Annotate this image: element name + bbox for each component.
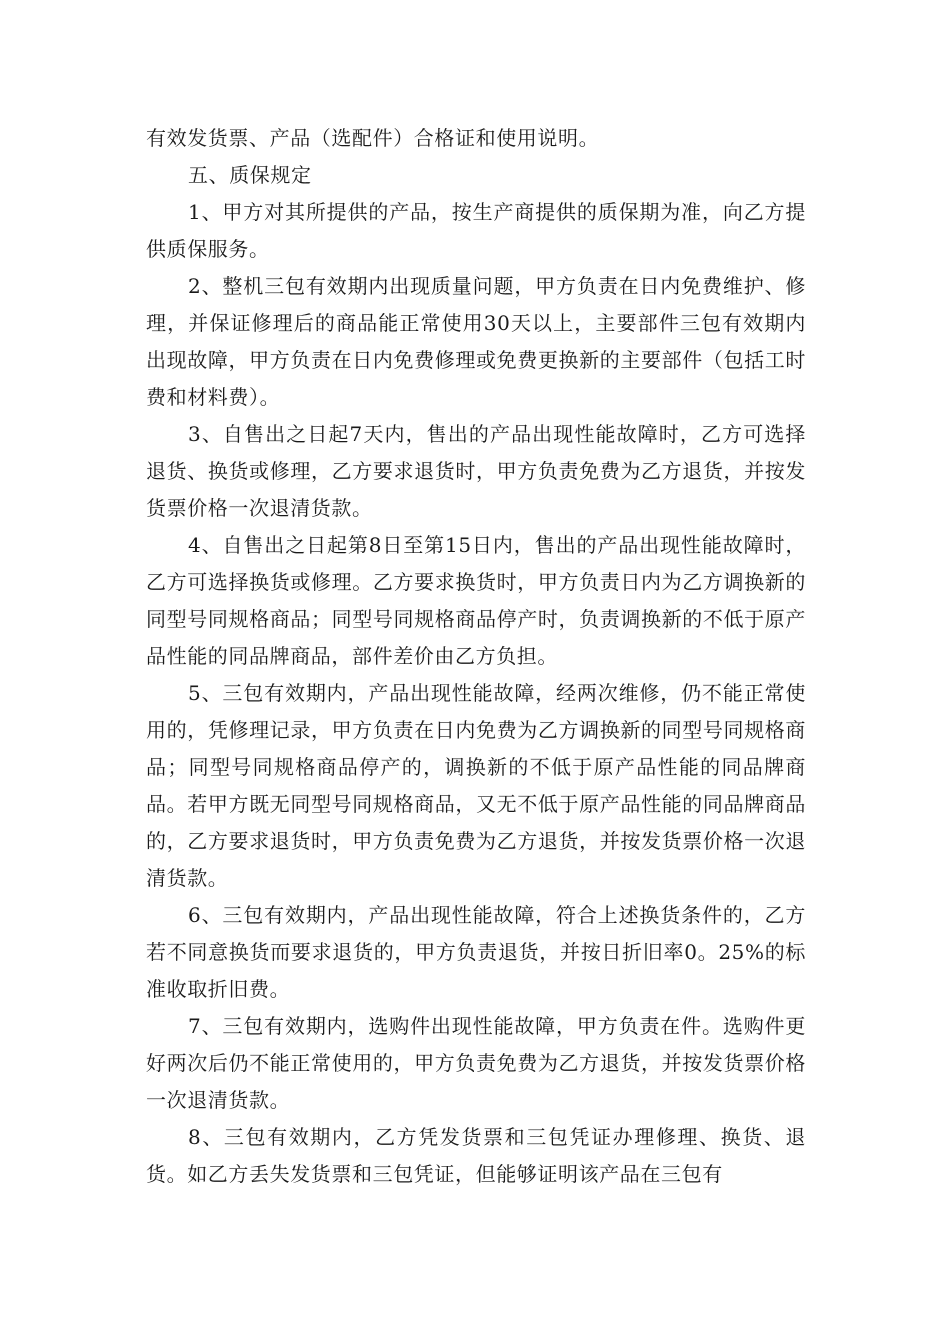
clause-3: 3、自售出之日起7天内，售出的产品出现性能故障时，乙方可选择退货、换货或修理，乙方要求退货时，甲方负责免费为乙方退货，并按发货票价格一次退清货款。: [146, 422, 806, 520]
document-body: [146, 120, 806, 1193]
clause-8: 8、三包有效期内，乙方凭发货票和三包凭证办理修理、换货、退货。如乙方丢失发货票和三包凭证，但能够证明该产品在三包有: [146, 1125, 806, 1186]
clause-4: 4、自售出之日起第8日至第15日内，售出的产品出现性能故障时，乙方可选择换货或修理。乙方要求换货时，甲方负责日内为乙方调换新的同型号同规格商品；同型号同规格商品停产时，负责调换新的不低于原产品性能的同品牌商品，部件差价由乙方负担。: [146, 533, 806, 668]
clause-1: 1、甲方对其所提供的产品，按生产商提供的质保期为准，向乙方提供质保服务。: [146, 200, 806, 261]
clause-2: 2、整机三包有效期内出现质量问题，甲方负责在日内免费维护、修理，并保证修理后的商品能正常使用30天以上，主要部件三包有效期内出现故障，甲方负责在日内免费修理或免费更换新的主要部件（包括工时费和材料费）。: [146, 274, 806, 409]
clause-5: 5、三包有效期内，产品出现性能故障，经两次维修，仍不能正常使用的，凭修理记录，甲方负责在日内免费为乙方调换新的同型号同规格商品；同型号同规格商品停产的，调换新的不低于原产品性能的同品牌商品。若甲方既无同型号同规格商品，又无不低于原产品性能的同品牌商品的，乙方要求退货时，甲方负责免费为乙方退货，并按发货票价格一次退清货款。: [146, 681, 806, 890]
section-heading-warranty: 五、质保规定: [188, 163, 312, 187]
paragraph-continuation: 有效发货票、产品（选配件）合格证和使用说明。: [146, 126, 600, 150]
clause-6: 6、三包有效期内，产品出现性能故障，符合上述换货条件的，乙方若不同意换货而要求退货的，甲方负责退货，并按日折旧率0。25%的标准收取折旧费。: [146, 903, 806, 1001]
clause-7: 7、三包有效期内，选购件出现性能故障，甲方负责在件。选购件更好两次后仍不能正常使用的，甲方负责免费为乙方退货，并按发货票价格一次退清货款。: [146, 1014, 806, 1112]
